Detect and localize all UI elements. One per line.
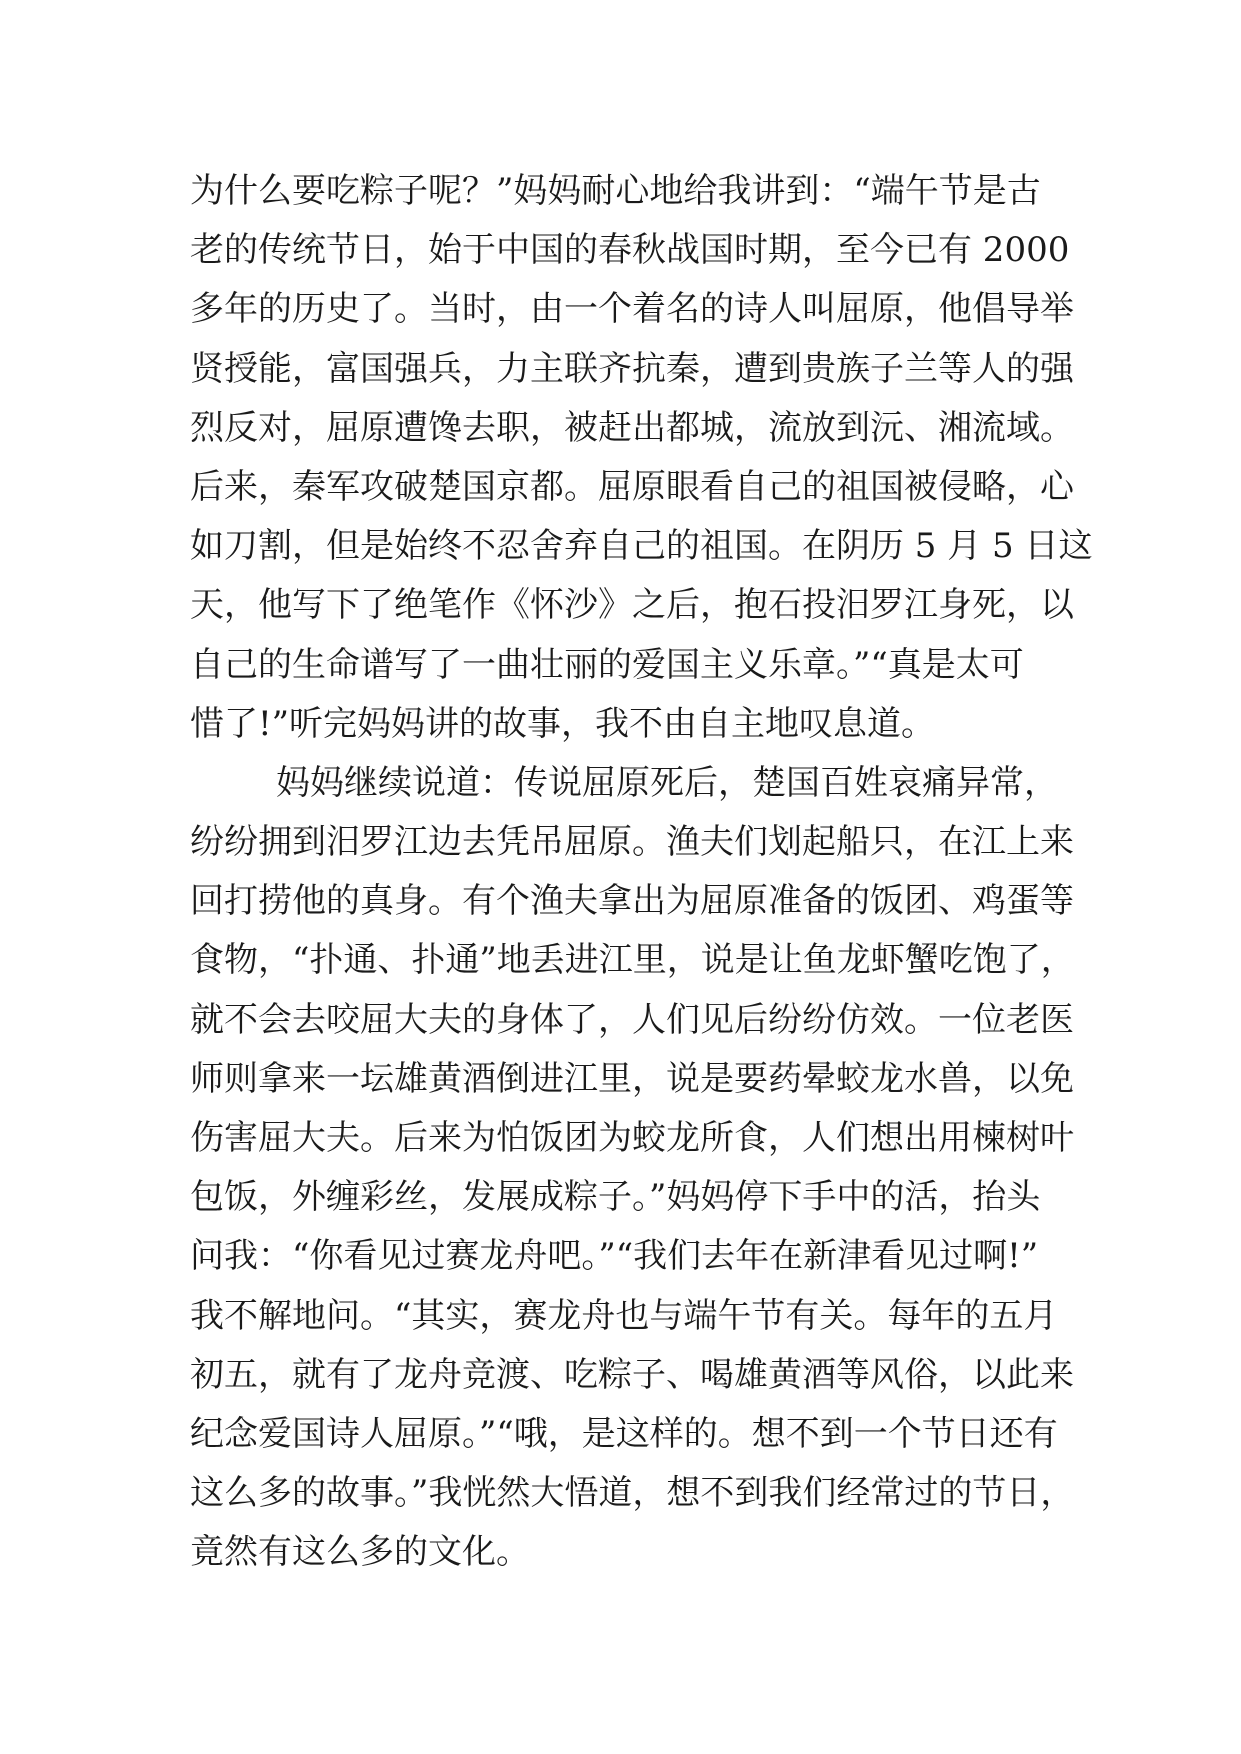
text-line: 纷纷拥到汨罗江边去凭吊屈原。渔夫们划起船只，在江上来	[190, 822, 1074, 863]
text-line: 多年的历史了。当时，由一个着名的诗人叫屈原，他倡导举	[190, 289, 1074, 330]
text-line: 师则拿来一坛雄黄酒倒进江里，说是要药晕蛟龙水兽，以免	[190, 1058, 1074, 1099]
text-line: 惜了!”听完妈妈讲的故事，我不由自主地叹息道。	[190, 703, 936, 744]
text-line: 问我：“你看见过赛龙舟吧。”“我们去年在新津看见过啊!”	[190, 1236, 1039, 1277]
text-line: 后来，秦军攻破楚国京都。屈原眼看自己的祖国被侵略，心	[190, 466, 1074, 507]
text-line: 初五，就有了龙舟竞渡、吃粽子、喝雄黄酒等风俗，以此来	[190, 1354, 1074, 1395]
text-line: 纪念爱国诗人屈原。”“哦，是这样的。想不到一个节日还有	[190, 1413, 1058, 1454]
paragraph-first-line: 妈妈继续说道：传说屈原死后，楚国百姓哀痛异常，	[276, 762, 1058, 803]
text-line: 包饭，外缠彩丝，发展成粽子。”妈妈停下手中的活，抬头	[190, 1177, 1041, 1218]
text-line: 贤授能，富国强兵，力主联齐抗秦，遭到贵族子兰等人的强	[190, 348, 1074, 389]
text-line: 伤害屈大夫。后来为怕饭团为蛟龙所食，人们想出用楝树叶	[190, 1118, 1074, 1158]
text-line: 我不解地问。“其实，赛龙舟也与端午节有关。每年的五月	[190, 1295, 1058, 1336]
text-line: 自己的生命谱写了一曲壮丽的爱国主义乐章。”“真是太可	[190, 644, 1024, 685]
document-body	[190, 162, 1093, 1583]
text-line: 为什么要吃粽子呢？”妈妈耐心地给我讲到：“端午节是古	[190, 171, 1041, 211]
text-line: 竟然有这么多的文化。	[190, 1532, 530, 1573]
text-line: 就不会去咬屈大夫的身体了，人们见后纷纷仿效。一位老医	[190, 999, 1074, 1040]
text-line: 这么多的故事。”我恍然大悟道，想不到我们经常过的节日，	[190, 1473, 1075, 1514]
text-line: 回打捞他的真身。有个渔夫拿出为屈原准备的饭团、鸡蛋等	[190, 881, 1074, 922]
text-line: 食物，“扑通、扑通”地丢进江里，说是让鱼龙虾蟹吃饱了，	[190, 940, 1075, 981]
text-line: 天，他写下了绝笔作《怀沙》之后，抱石投汨罗江身死，以	[190, 585, 1074, 626]
text-line: 烈反对，屈原遭馋去职，被赶出都城，流放到沅、湘流域。	[190, 407, 1074, 448]
text-line: 老的传统节日，始于中国的春秋战国时期，至今已有 2000	[190, 230, 1070, 271]
text-line: 如刀割，但是始终不忍舍弃自己的祖国。在阴历 5 月 5 日这	[190, 526, 1093, 567]
